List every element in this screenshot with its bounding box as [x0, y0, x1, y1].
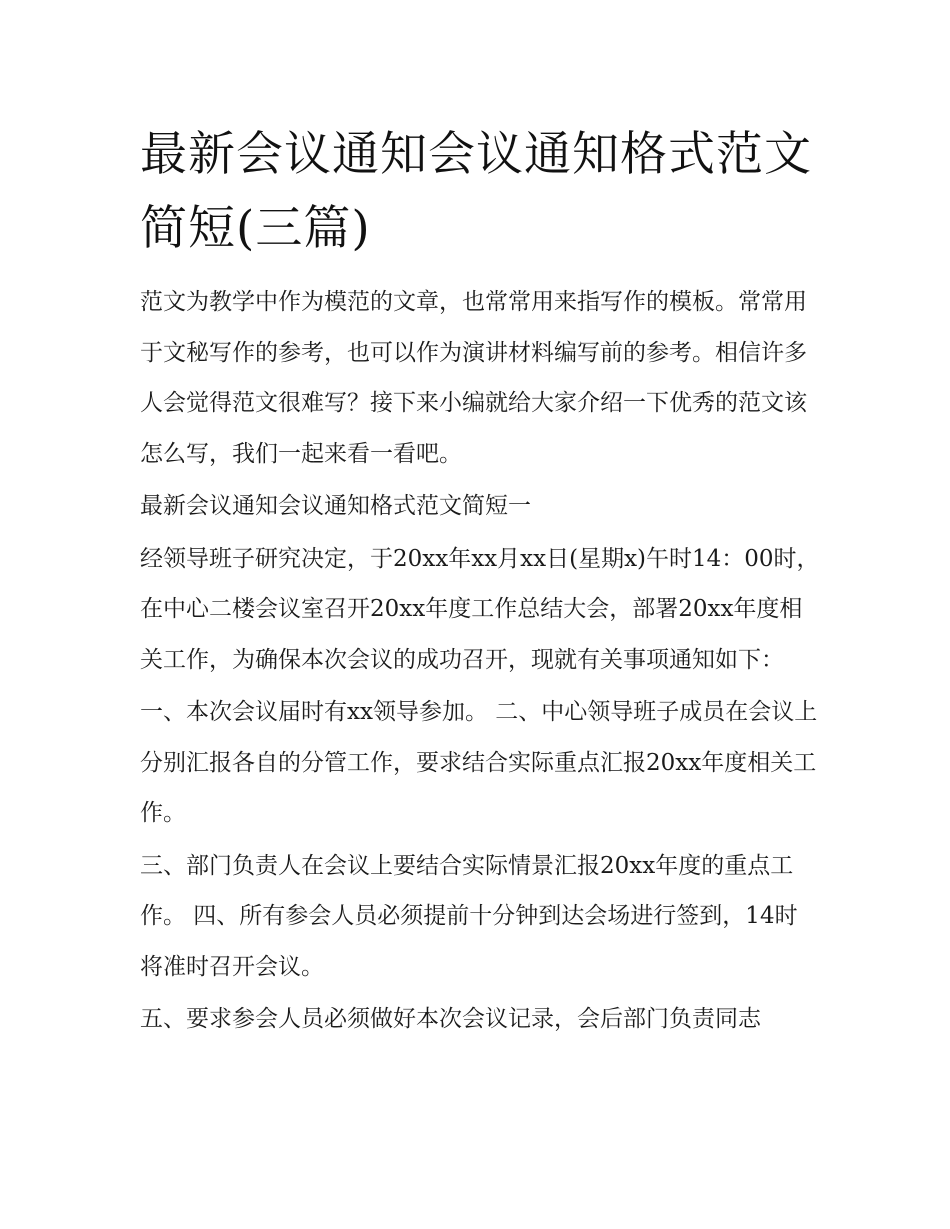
item-paragraph-5: 五、要求参会人员必须做好本次会议记录，会后部门负责同志 [140, 1006, 761, 1032]
document-body [140, 277, 820, 1047]
intro-paragraph: 范文为教学中作为模范的文章，也常常用来指写作的模板。常常用于文秘写作的参考，也可以作为演讲材料编写前的参考。相信许多人会觉得范文很难写？接下来小编就给大家介绍一下优秀的范文该怎么写，我们一起来看一看吧。 [140, 289, 807, 467]
item-paragraph-1-2: 一、本次会议届时有xx领导参加。 二、中心领导班子成员在会议上分别汇报各自的分管工作，要求结合实际重点汇报20xx年度相关工作。 [140, 699, 818, 826]
item-paragraph-3-4: 三、部门负责人在会议上要结合实际情景汇报20xx年度的重点工作。 四、所有参会人员必须提前十分钟到达会场进行签到，14时将准时召开会议。 [140, 852, 798, 980]
section-heading: 最新会议通知会议通知格式范文简短一 [140, 493, 531, 519]
document-title: 最新会议通知会议通知格式范文简短(三篇) [140, 127, 812, 256]
notice-paragraph: 经领导班子研究决定，于20xx年xx月xx日(星期x)午时14：00时，在中心二楼会议室召开20xx年度工作总结大会，部署20xx年度相关工作，为确保本次会议的成功召开，现就有关事项通知如下： [140, 545, 820, 673]
